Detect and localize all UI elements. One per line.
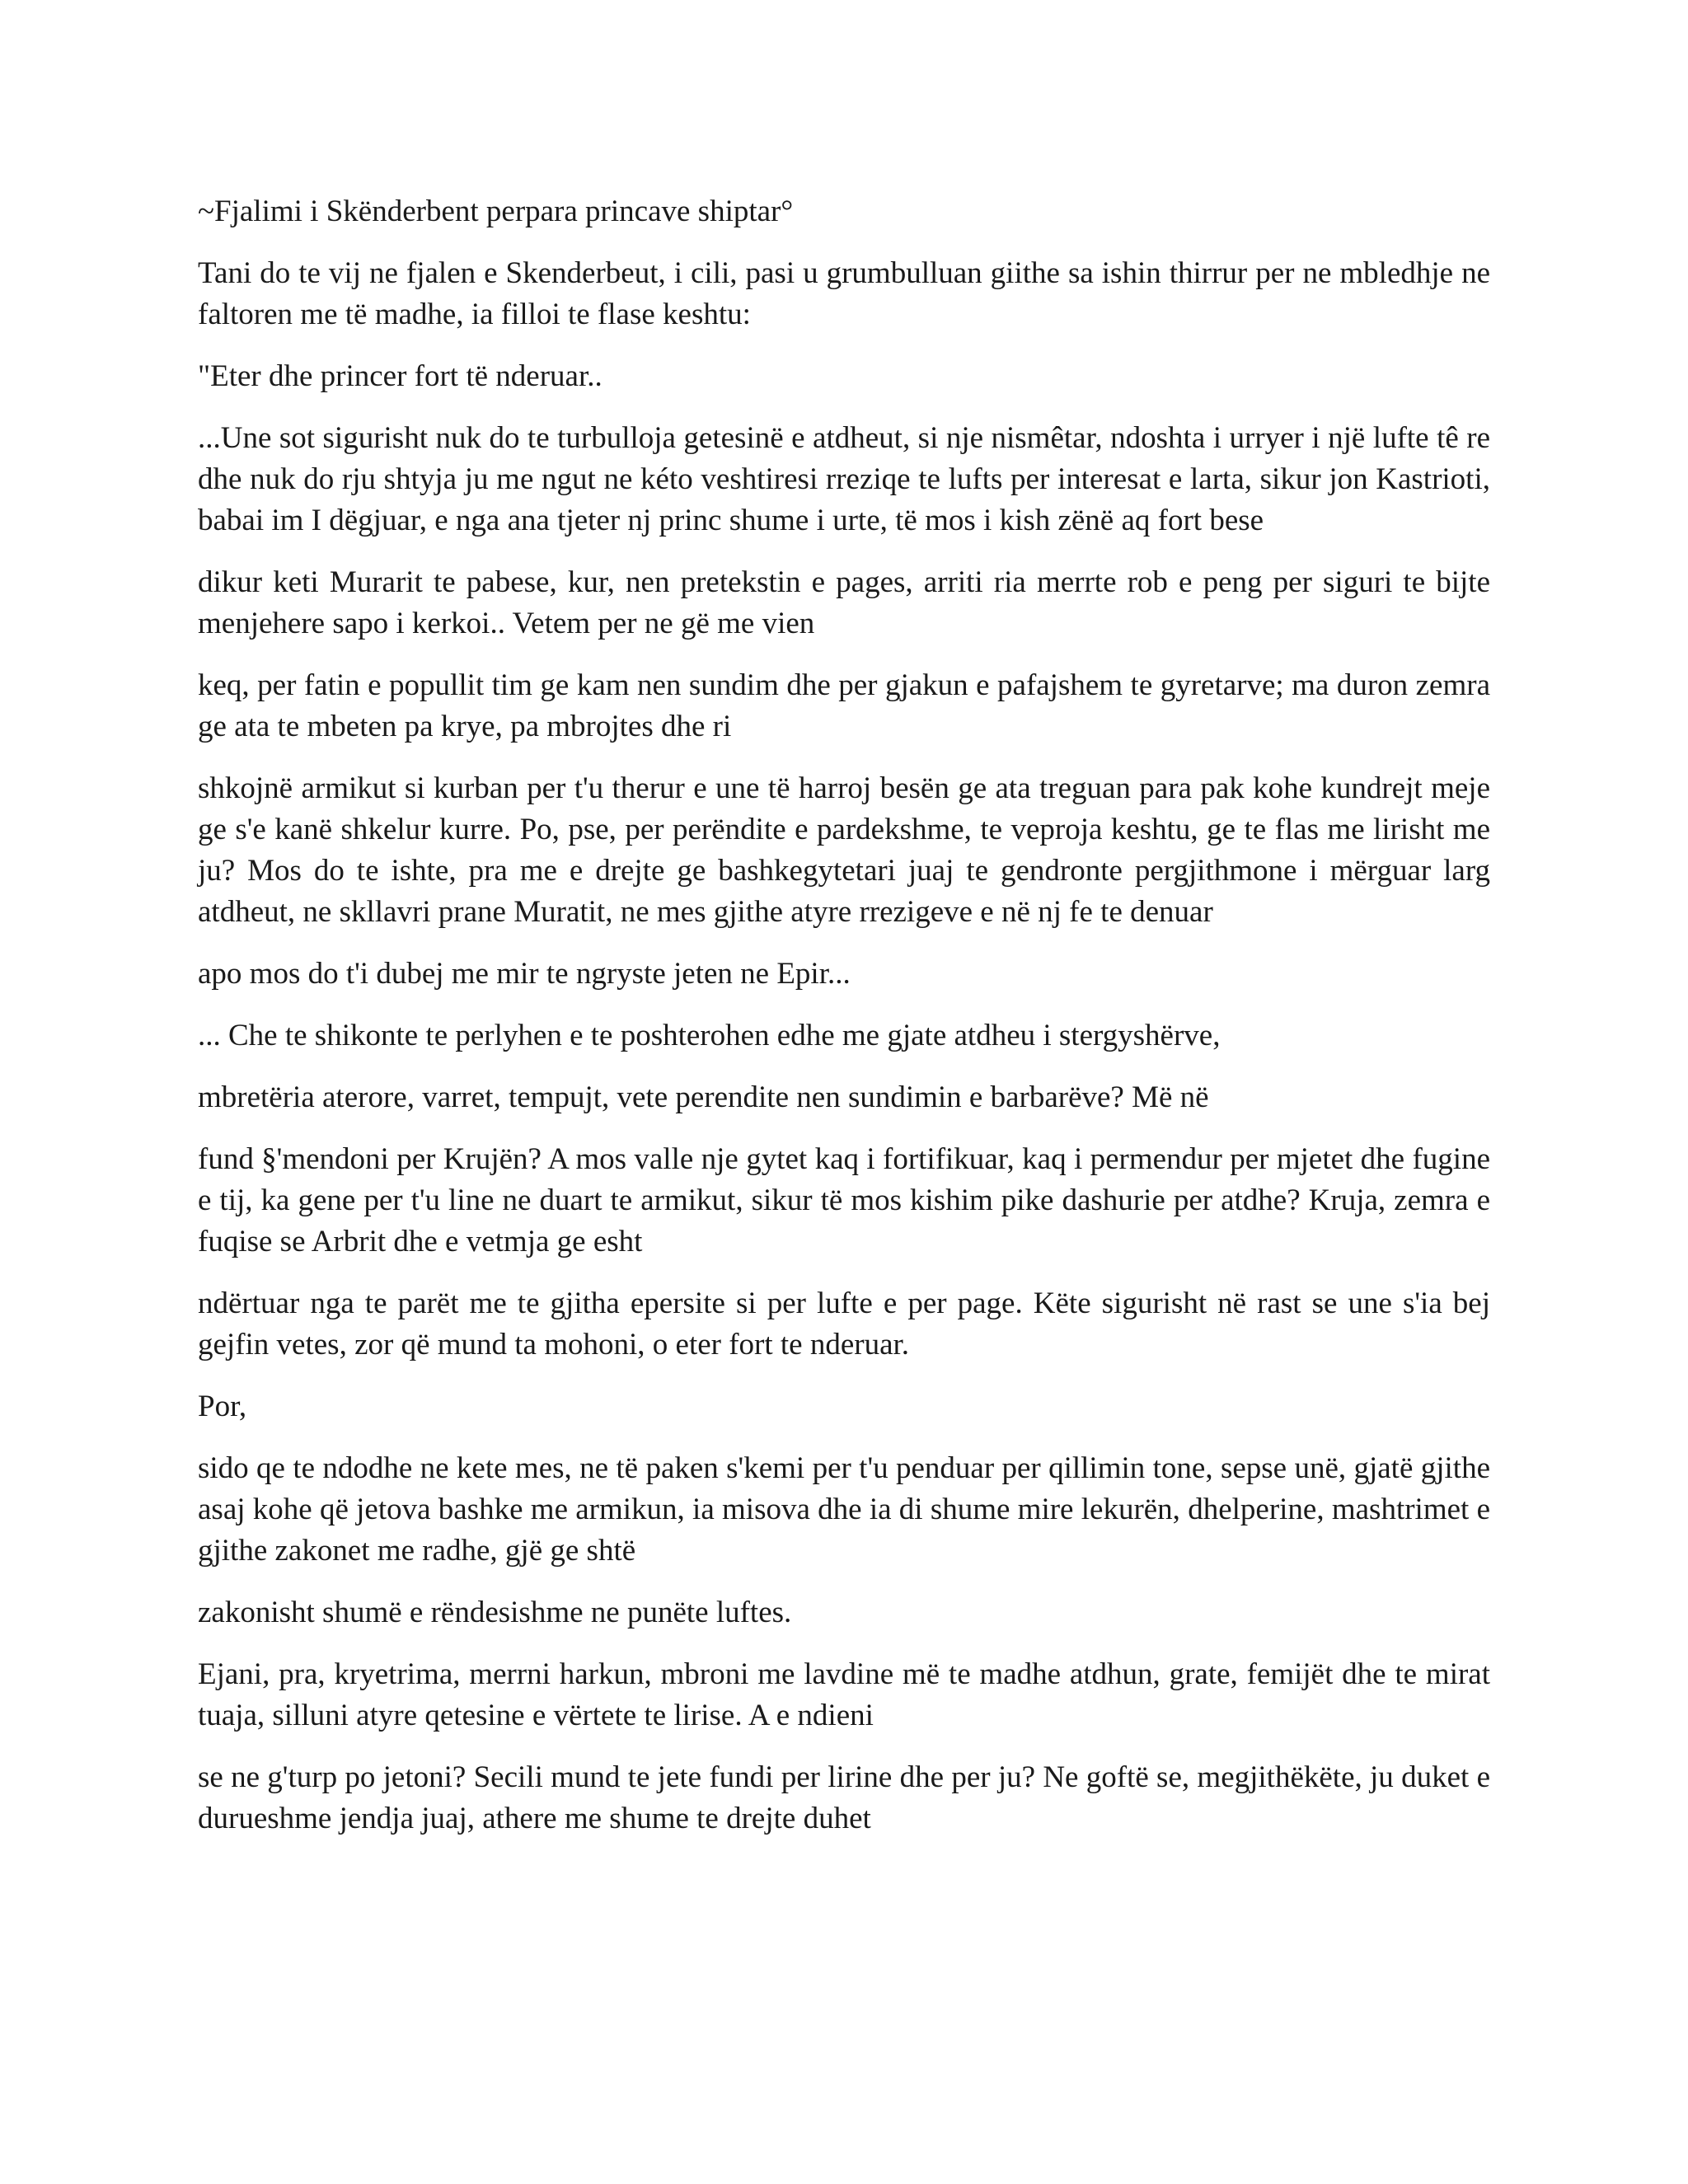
paragraph: mbretëria aterore, varret, tempujt, vete perendite nen sundimin e barbarëve? Më në <box>198 1080 1209 1114</box>
paragraph: Tani do te vij ne fjalen e Skenderbeut, i cili, pasi u grumbulluan giithe sa ishin thirrur per ne mbledhje ne faltoren me të madhe, ia filloi te flase keshtu: <box>198 256 1490 331</box>
paragraph: dikur keti Murarit te pabese, kur, nen pretekstin e pages, arriti ria merrte rob e peng per siguri te bijte menjehere sapo i kerkoi.. Vetem per ne gë me vien <box>198 565 1490 640</box>
paragraph: zakonisht shumë e rëndesishme ne punëte luftes. <box>198 1596 792 1629</box>
paragraph: keq, per fatin e popullit tim ge kam nen sundim dhe per gjakun e pafajshem te gyretarve; ma duron zemra ge ata te mbeten pa krye, pa mbrojtes dhe ri <box>198 668 1490 743</box>
paragraph: Por, <box>198 1390 247 1423</box>
paragraph: se ne g'turp po jetoni? Secili mund te jete fundi per lirine dhe per ju? Ne goftë se, megjithëkëte, ju duket e durueshme jendja juaj, athere me shume te drejte duhet <box>198 1760 1490 1835</box>
paragraph: ... Che te shikonte te perlyhen e te poshterohen edhe me gjate atdheu i stergyshërve, <box>198 1019 1221 1052</box>
document-heading: ~Fjalimi i Skënderbent perpara princave shiptar° <box>198 194 794 228</box>
paragraph: fund §'mendoni per Krujën? A mos valle nje gytet kaq i fortifikuar, kaq i permendur per mjetet dhe fugine e tij, ka gene per t'u line ne duart te armikut, sikur të mos kishim pike dashurie per atdhe? Kruja, zemra e fuqise se Arbrit dhe e vetmja ge esht <box>198 1142 1490 1258</box>
paragraph: ...Une sot sigurisht nuk do te turbulloja getesinë e atdheut, si nje nismêtar, ndoshta i urryer i një lufte tê re dhe nuk do rju shtyja ju me ngut ne kéto veshtiresi rreziqe te lufts per interesat e larta, sikur jon Kastrioti, babai im I dëgjuar, e nga ana tjeter nj princ shume i urte, të mos i kish zënë aq fort bese <box>198 421 1490 537</box>
paragraph: Ejani, pra, kryetrima, merrni harkun, mbroni me lavdine më te madhe atdhun, grate, femijët dhe te mirat tuaja, silluni atyre qetesine e vërtete te lirise. A e ndieni <box>198 1657 1490 1732</box>
paragraph: ndërtuar nga te parët me te gjitha epersite si per lufte e per page. Këte sigurisht në rast se une s'ia bej gejfin vetes, zor që mund ta mohoni, o eter fort te nderuar. <box>198 1286 1490 1361</box>
document-page <box>198 191 1490 1860</box>
paragraph: apo mos do t'i dubej me mir te ngryste jeten ne Epir... <box>198 957 851 991</box>
paragraph: shkojnë armikut si kurban per t'u therur e une të harroj besën ge ata treguan para pak kohe kundrejt meje ge s'e kanë shkelur kurre. Po, pse, per perëndite e pardekshme, te veproja keshtu, ge te flas me lirisht me ju? Mos do te ishte, pra me e drejte ge bashkegytetari juaj te gendronte pergjithmone i mërguar larg atdheut, ne skllavri prane Muratit, ne mes gjithe atyre rrezigeve e në nj fe te denuar <box>198 771 1490 929</box>
paragraph: "Eter dhe princer fort të nderuar.. <box>198 359 603 393</box>
paragraph: sido qe te ndodhe ne kete mes, ne të paken s'kemi per t'u penduar per qillimin tone, sepse unë, gjatë gjithe asaj kohe që jetova bashke me armikun, ia misova dhe ia di shume mire lekurën, dhelperine, mashtrimet e gjithe zakonet me radhe, gjë ge shtë <box>198 1451 1490 1568</box>
